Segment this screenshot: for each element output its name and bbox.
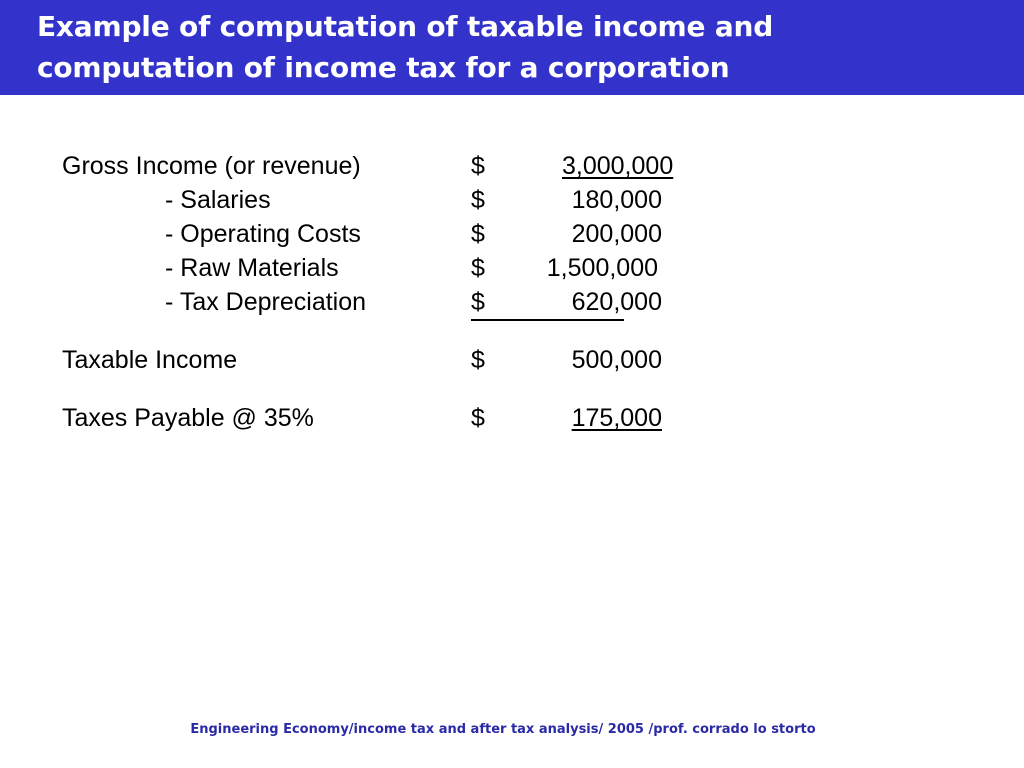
row-label: - Salaries [165,186,271,214]
title-line-2: computation of income tax for a corporation [37,51,730,84]
currency-symbol: $ [471,186,485,214]
title-bar [0,0,1024,95]
row-salaries [62,186,662,220]
row-label: Gross Income (or revenue) [62,152,361,180]
currency-symbol: $ [471,220,485,248]
currency-symbol: $ [471,404,485,432]
row-amount: 180,000 [571,186,662,214]
row-amount: 3,000,000 [562,152,674,180]
row-label: - Operating Costs [165,220,361,248]
title-line-1: Example of computation of taxable income and [37,10,774,43]
row-amount: 1,500,000 [546,254,658,282]
row-taxable-income [62,346,662,380]
subtotal-underline [471,319,624,321]
row-amount: 175,000 [571,404,662,432]
row-amount: 500,000 [571,346,662,374]
row-raw-materials [62,254,662,288]
row-label: Taxable Income [62,346,238,374]
row-label: Taxes Payable @ 35% [62,404,314,432]
slide-footer: Engineering Economy/income tax and after tax analysis/ 2005 /prof. corrado lo storto [190,722,816,737]
row-gross-income [62,152,674,186]
currency-symbol: $ [471,254,485,282]
row-amount: 620,000 [571,288,662,316]
row-taxes-payable [62,404,662,438]
row-label: - Tax Depreciation [165,288,367,316]
currency-symbol: $ [471,346,485,374]
row-tax-depreciation [62,288,662,322]
row-amount: 200,000 [571,220,662,248]
slide-title [37,6,997,88]
row-operating-costs [62,220,662,254]
currency-symbol: $ [471,288,485,316]
currency-symbol: $ [471,152,485,180]
row-label: - Raw Materials [165,254,339,282]
